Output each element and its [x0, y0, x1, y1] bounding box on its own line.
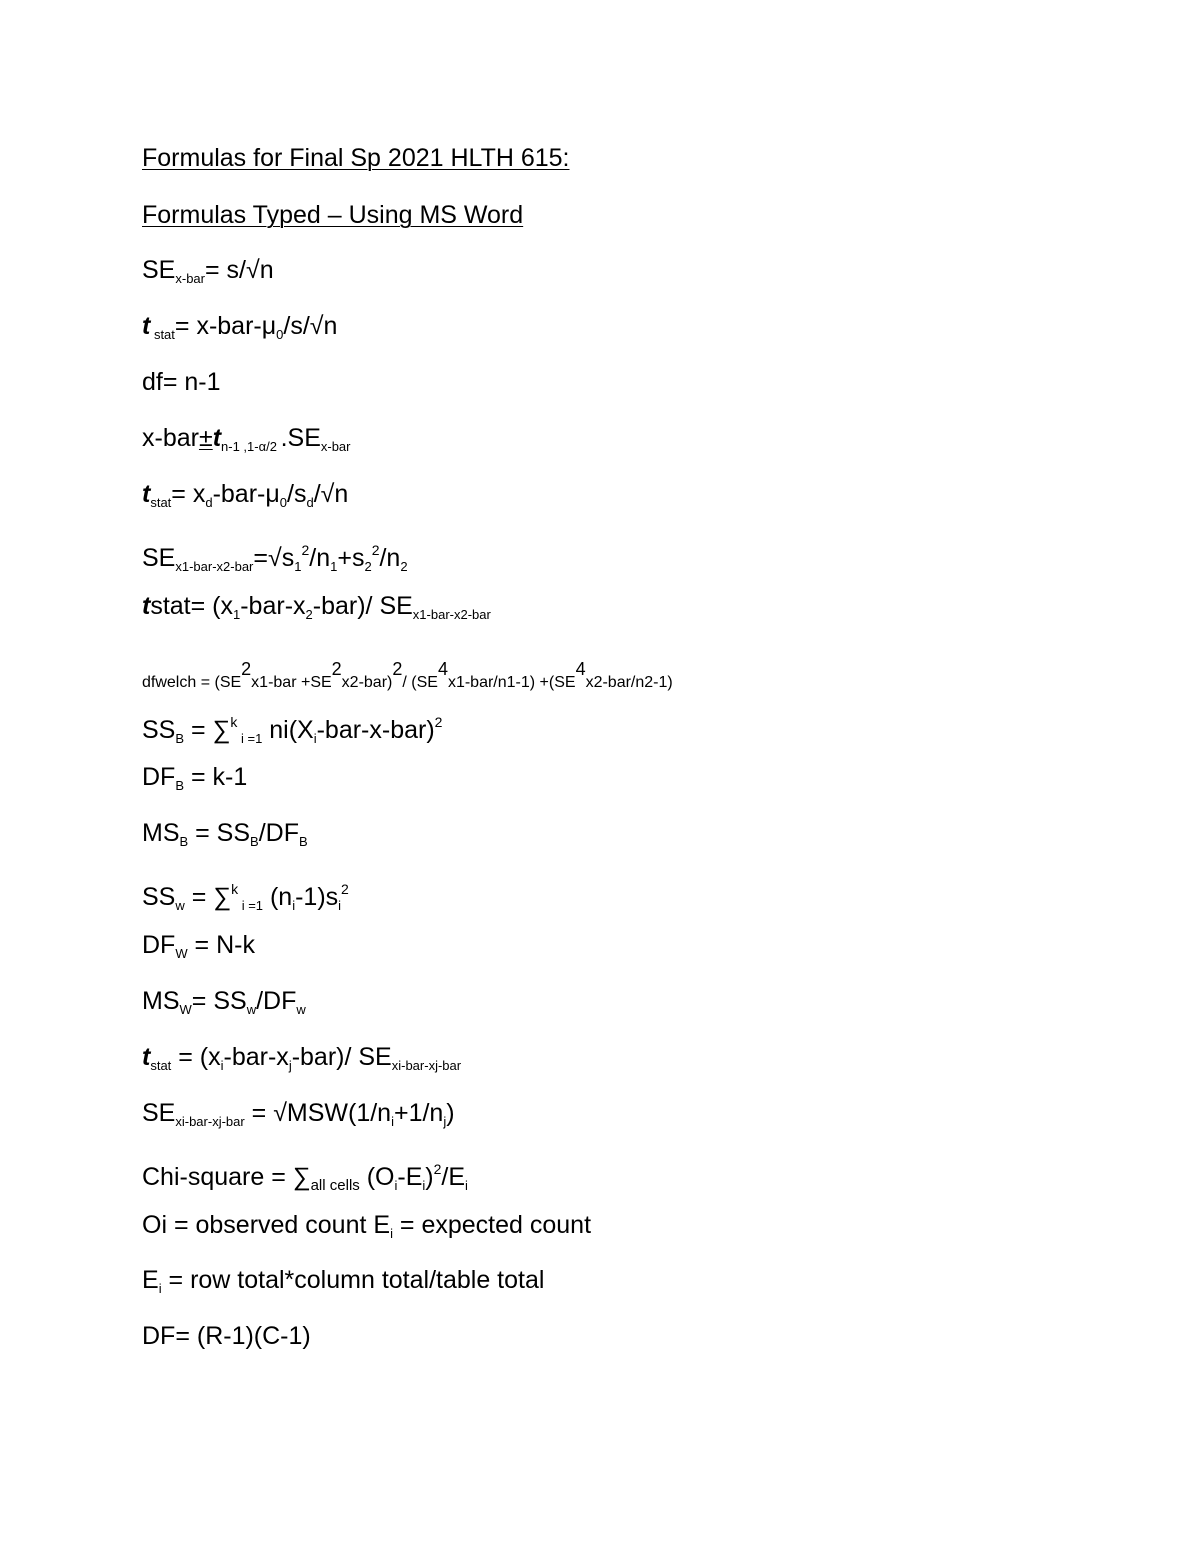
formula-two-sample-t-stat: tstat= $(x_1-bar-x_2-bar)/$ $SE_{x1-bar-x2-bar}$	[142, 592, 491, 622]
formula-se-xbar: $SE_{x-bar}= s/√n$	[142, 256, 274, 286]
definition-observed-expected: Oi = observed count $E_i$ = expected count	[142, 1211, 592, 1241]
document-title: Formulas for Final Sp 2021 HLTH 615:	[142, 144, 570, 172]
formula-chi-square-df: DF= (R-1)(C-1)	[142, 1322, 311, 1350]
definition-expected-count: $E_i$ = row total*column total/table total	[142, 1266, 545, 1296]
formula-ms-between: $MS_B = SS_B/DF_B$	[142, 819, 308, 849]
formula-df-welch: dfwelch = (SE2x1-bar +SE2x2-bar)2/ (SE4x1-bar/n1-1) +(SE4x2-bar/n2-1)	[142, 659, 673, 691]
document-subtitle: Formulas Typed – Using MS Word	[142, 201, 524, 229]
formula-paired-t-stat: $t_{stat}= x_d-bar-\mu_0/s_d/√n$	[142, 480, 349, 510]
formula-ss-between: $SS_B = \sum^k$ $_{i =1}$ $ni(X_i-bar-x-bar)^2$	[142, 714, 443, 746]
formula-df-between: $DF_B = k-1$	[142, 763, 248, 793]
formula-t-stat: t $_{stat}= x-bar-\mu_0/s/√n$	[142, 312, 338, 342]
formula-df-within: $DF_W = N-k$	[142, 931, 255, 961]
formula-ss-within: $SS_w = \sum^k$ $_{i =1}$ $(n_i-1)s_i^2$	[142, 881, 349, 913]
formula-df: df= n-1	[142, 368, 221, 396]
formula-se-posthoc: $SE_{xi-bar-xj-bar} = √MSW(1/n_i+1/n_j)$	[142, 1099, 455, 1129]
formula-confidence-interval: $x-bar\pm t_{n-1 ,1-\alpha/2}$ $.SE_{x-bar}$	[142, 424, 351, 454]
formula-posthoc-t-stat: $t_{stat} = (x_i-bar-x_j-bar)/$ $SE_{xi-bar-xj-bar}$	[142, 1043, 462, 1073]
formula-chi-square: Chi-square = $\sum_{all cells}$ $(O_i-E_i)^2/E_i$	[142, 1161, 468, 1194]
formula-ms-within: $MS_W= SS_w/DF_w$	[142, 987, 306, 1017]
formula-se-two-sample: $SE_{x1-bar-x2-bar}=√s_1^2/n_1+s_2^2/n_2$	[142, 542, 408, 574]
